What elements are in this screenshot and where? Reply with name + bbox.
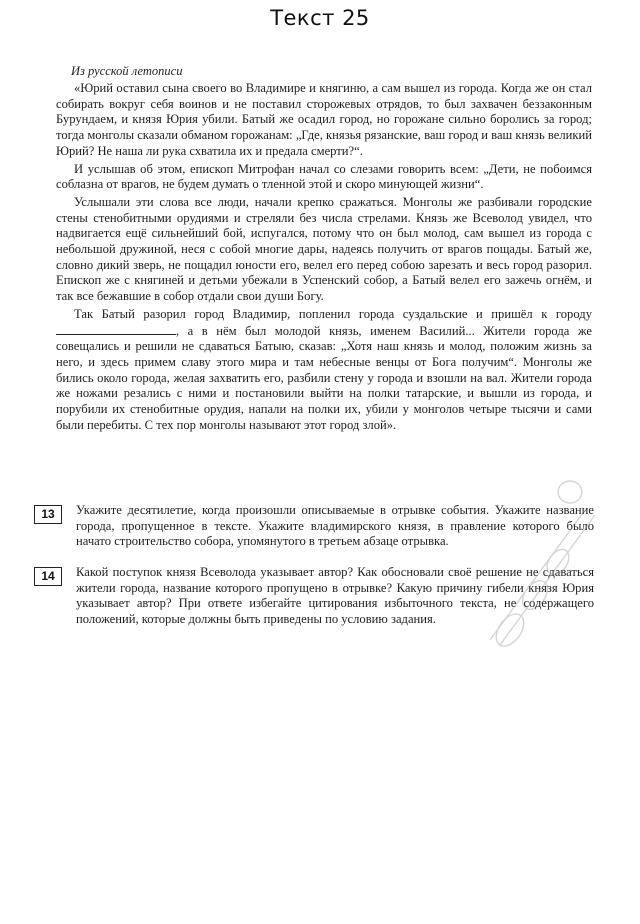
passage-text [56, 81, 592, 435]
task-13-number: 13 [34, 505, 62, 524]
passage-paragraph-2: И услышав об этом, епископ Митрофан начал со слезами говорить всем: „Дети, не побоимся соблазна от врагов, не будем думать о тленной этой и скоро минующей жизни“. [56, 161, 592, 192]
paragraph-4-start: Так Батый разорил город Владимир, попленил города суздальские и пришёл к городу [74, 306, 592, 321]
missing-city-blank [56, 323, 176, 335]
task-14 [34, 565, 594, 628]
passage-paragraph-1: «Юрий оставил сына своего во Владимире и княгиню, а сам вышел из города. Когда же он стал собирать вокруг себя воинов и не поставил сторожевых отрядов, то был захвачен беззаконным Бурундаем, и князя Юрия убили. Батый же осадил город, но горожане сильно боролись за город; тогда монголы сказали обманом горожанам: „Где, князья рязанские, ваш город и ваш князь великий Юрий? Не наша ли рука схватила их и предала смерти?“. [56, 81, 592, 158]
task-13 [34, 503, 594, 550]
passage-paragraph-4 [56, 307, 592, 434]
task-13-text: Укажите десятилетие, когда произошли описываемые в отрывке события. Укажите название города, пропущенное в тексте. Укажите владимирского князя, в правление которого было начато строительство собора, упомянутого в третьем абзаце отрывка. [76, 503, 594, 549]
task-14-number: 14 [34, 567, 62, 586]
page-title: Текст 25 [270, 6, 370, 30]
passage-paragraph-3: Услышали эти слова все люди, начали крепко сражаться. Монголы же разбивали городские стены стенобитными орудиями и стреляли без числа стрелами. Князь же Всеволод увидел, что надвигается ещё сильнейший бой, испугался, потому что он был молод, сам вышел из города с небольшой дружиной, неся с собой многие дары, надеясь получить от врагов пощады. Батый же, словно дикий зверь, не пощадил юности его, велел его перед собою зарезать и весь город разорил. Епископ же с княгиней и детьми убежали в Успенский собор, а Батый велел его зажечь огнём, и так все бежавшие в собор отдали свои души Богу. [56, 194, 592, 304]
paragraph-4-end: , а в нём был молодой князь, именем Василий... Жители города же совещались и решили не сдаваться Батыю, сказав: „Хотя наш князь и молод, положим жизнь за него, и здесь примем славу этого мира и там небесные венцы от Бога получим“. Монголы же бились около города, желая захватить его, разбили стену у города и взошли на вал. Жители города же ножами резались с ними и постановили выйти на полки татарские, и вышли из города, и порубили их стенобитные орудия, напали на полки их, убили у монголов четыре тысячи и сами были перебиты. С тех пор монголы называют этот город злой». [56, 323, 592, 432]
source-caption: Из русской летописи [71, 64, 183, 78]
task-14-text: Какой поступок князя Всеволода указывает автор? Как обосновали своё решение не сдаваться жители города, название которого пропущено в отрывке? Какую причину гибели князя Юрия указывает автор? При ответе избегайте цитирования избыточного текста, не содержащего положений, которые должны быть приведены по условию задания. [76, 565, 594, 627]
